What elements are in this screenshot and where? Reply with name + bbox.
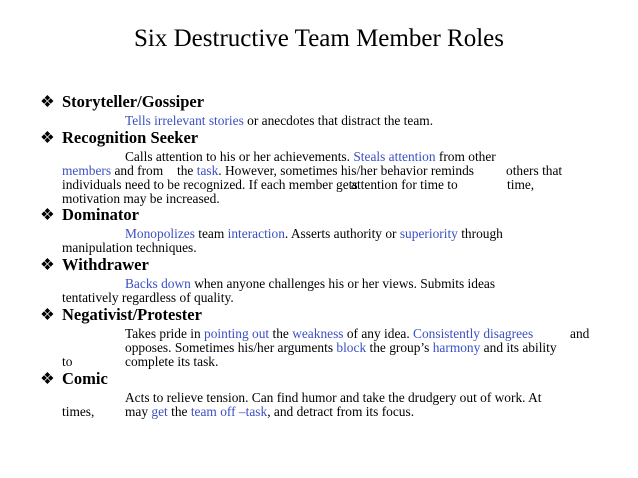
- role-heading-negativist: ❖ Negativist/Protester: [40, 305, 202, 324]
- role-desc-line: complete its task.: [125, 354, 219, 369]
- diamond-bullet-icon: ❖: [40, 305, 55, 324]
- role-heading-comic: ❖ Comic: [40, 369, 108, 388]
- diamond-bullet-icon: ❖: [40, 205, 55, 224]
- role-heading-storyteller: ❖ Storyteller/Gossiper: [40, 92, 205, 111]
- role-desc-line: to: [62, 354, 73, 369]
- role-desc-line: times,: [62, 404, 95, 419]
- diamond-bullet-icon: ❖: [40, 369, 55, 388]
- role-desc-line: may get the team off –task, and detract from its focus.: [125, 404, 415, 419]
- role-desc-line: Tells irrelevant stories or anecdotes that distract the team.: [125, 113, 434, 128]
- diamond-bullet-icon: ❖: [40, 92, 55, 111]
- role-desc-line: opposes. Sometimes his/her arguments block the group’s harmony and its ability: [125, 340, 557, 355]
- diamond-bullet-icon: ❖: [40, 255, 55, 274]
- role-heading-recognition-seeker: ❖ Recognition Seeker: [40, 128, 199, 147]
- diamond-bullet-icon: ❖: [40, 128, 55, 147]
- role-heading-withdrawer: ❖ Withdrawer: [40, 255, 149, 274]
- role-desc-line: tentatively regardless of quality.: [62, 290, 234, 305]
- role-desc-line: individuals need to be recognized. If each member gets: [62, 177, 358, 192]
- role-desc-line: members and from: [62, 163, 164, 178]
- role-desc-line: others that: [506, 163, 563, 178]
- role-desc-line: manipulation techniques.: [62, 240, 197, 255]
- role-desc-line: Calls attention to his or her achievements. Steals attention from other: [125, 149, 496, 164]
- role-desc-line: time,: [507, 177, 535, 192]
- role-desc-line: motivation may be increased.: [62, 191, 220, 206]
- role-desc-line: the task. However, sometimes his/her behavior reminds: [177, 163, 474, 178]
- role-desc-line: attention for time to: [351, 177, 458, 192]
- role-heading-dominator: ❖ Dominator: [40, 205, 139, 224]
- page-title: Six Destructive Team Member Roles: [134, 25, 504, 52]
- role-desc-line: and: [570, 326, 590, 341]
- role-desc-line: Takes pride in pointing out the weakness of any idea. Consistently disagrees: [125, 326, 534, 341]
- role-desc-line: Monopolizes team interaction. Asserts authority or superiority through: [125, 226, 503, 241]
- role-desc-line: Backs down when anyone challenges his or her views. Submits ideas: [125, 276, 496, 291]
- role-desc-line: Acts to relieve tension. Can find humor and take the drudgery out of work. At: [125, 390, 542, 405]
